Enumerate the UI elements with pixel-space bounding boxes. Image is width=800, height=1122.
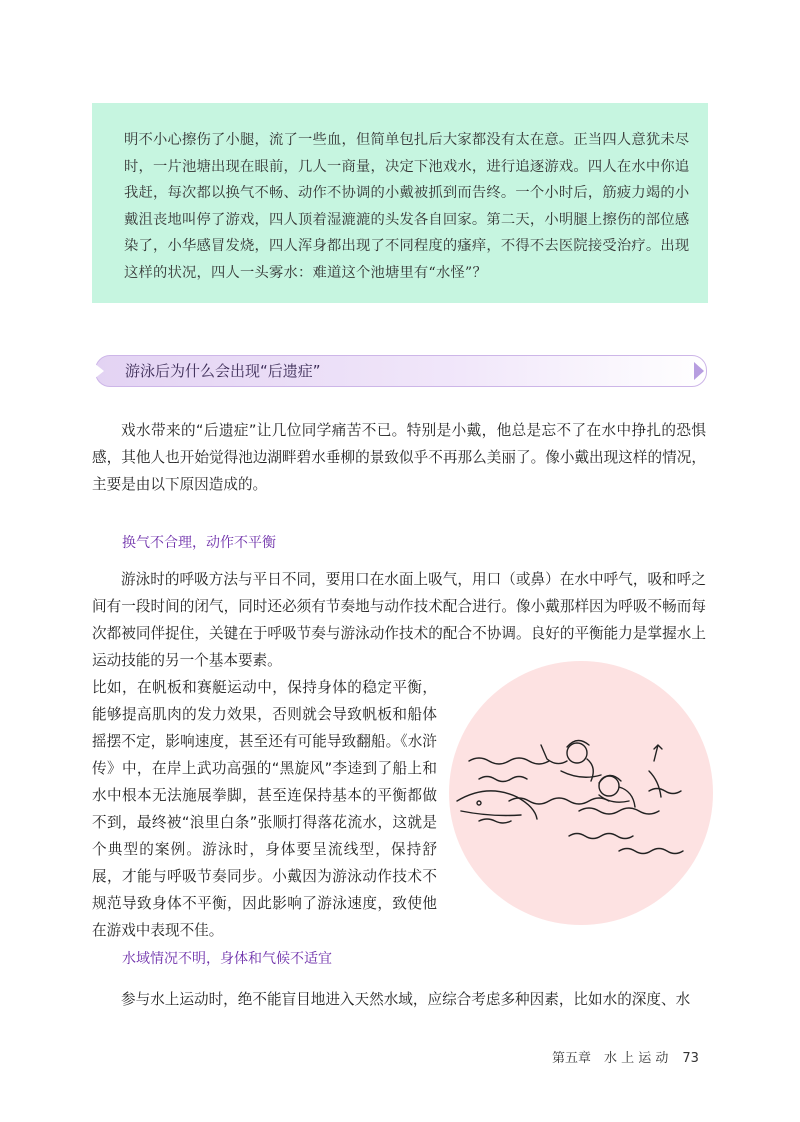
subsection-title-environment: 水域情况不明，身体和气候不适宜 — [122, 951, 332, 967]
page-footer — [552, 1047, 699, 1066]
section-banner — [95, 355, 707, 387]
subsection-title-breathing: 换气不合理，动作不平衡 — [122, 535, 276, 551]
section-title: 游泳后为什么会出现“后遗症” — [125, 362, 321, 380]
balance-paragraph: 比如，在帆板和赛艇运动中，保持身体的稳定平衡，能够提高肌肉的发力效果，否则就会导致帆板和船体摇摆不定，影响速度，甚至还有可能导致翻船。《水浒传》中，在岸上武功高强的“黑旋风”李逵到了船上和水中根本无法施展拳脚，甚至连保持基本的平衡都做不到，最终被“浪里白条”张顺打得落花流水，这就是个典型的案例。游泳时，身体要呈流线型，保持舒展，才能与呼吸节奏同步。小戴因为游泳动作技术不规范导致身体不平衡，因此影响了游泳速度，致使他在游戏中表现不佳。 — [92, 679, 437, 939]
environment-paragraph: 参与水上运动时，绝不能盲目地进入天然水域，应综合考虑多种因素，比如水的深度、水 — [121, 991, 691, 1008]
page-number: 73 — [682, 1051, 699, 1066]
story-text: 明不小心擦伤了小腿，流了一些血，但简单包扎后大家都没有太在意。正当四人意犹未尽时，一片池塘出现在眼前，几人一商量，决定下池戏水，进行追逐游戏。四人在水中你追我赶，每次都以换气不畅、动作不协调的小戴被抓到而告终。一个小时后，筋疲力竭的小戴沮丧地叫停了游戏，四人顶着湿漉漉的头发各自回家。第二天，小明腿上擦伤的部位感染了，小华感冒发烧，四人浑身都出现了不同程度的瘙痒，不得不去医院接受治疗。出现这样的状况，四人一头雾水：难道这个池塘里有“水怪”？ — [124, 132, 690, 281]
swimmers-drawing — [449, 661, 713, 925]
swimming-illustration — [449, 661, 713, 925]
story-box — [92, 103, 708, 303]
banner-notch — [94, 363, 104, 379]
chapter-label: 第五章 水 上 运 动 — [552, 1051, 669, 1066]
intro-paragraph: 戏水带来的“后遗症”让几位同学痛苦不已。特别是小戴，他总是忘不了在水中挣扎的恐惧感，其他人也开始觉得池边湖畔碧水垂柳的景致似乎不再那么美丽了。像小戴出现这样的情况，主要是由以下原因造成的。 — [92, 422, 706, 493]
breathing-paragraph: 游泳时的呼吸方法与平日不同，要用口在水面上吸气，用口（或鼻）在水中呼气，吸和呼之间有一段时间的闭气，同时还必须有节奏地与动作技术配合进行。像小戴那样因为呼吸不畅而每次都被同伴捉住，关键在于呼吸节奏与游泳动作技术的配合不协调。良好的平衡能力是掌握水上运动技能的另一个基本要素。 — [92, 571, 706, 669]
banner-arrow-icon — [694, 362, 704, 380]
